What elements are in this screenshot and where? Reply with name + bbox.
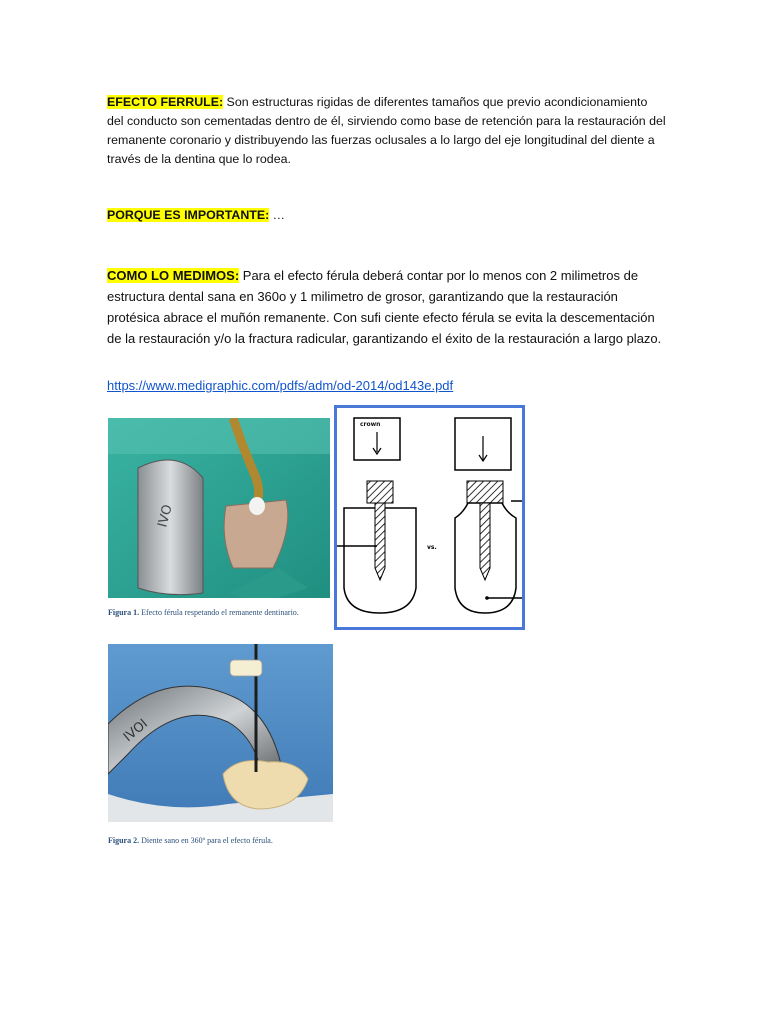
heading-como-lo-medimos: COMO LO MEDIMOS: [107, 268, 240, 283]
figure-2-label: Figura 2. [108, 836, 140, 845]
paragraph-como-lo-medimos [107, 265, 667, 349]
svg-text:IVO: IVO [155, 503, 176, 530]
text-porque-importante: … [269, 208, 286, 222]
svg-text:IVOI: IVOI [120, 716, 151, 746]
vs-label: vs. [427, 544, 437, 551]
figure-2-caption [108, 836, 273, 845]
figure-2-photo [108, 644, 333, 827]
text-como-lo-medimos: Para el efecto férula deberá contar por lo menos con 2 milimetros de estructura dental sana en 360o y 1 milimetro de grosor, garantizando que la restauración protésica abrace el muñón remanente. Con sufi ciente efecto férula se evita la descementación de la restauración y/o la fractura radicular, garantizando el éxito de la restauración a largo plazo. [107, 268, 662, 346]
paragraph-porque-importante [107, 206, 667, 225]
figure-1-caption [108, 608, 299, 617]
heading-porque-importante: PORQUE ES IMPORTANTE: [107, 208, 270, 222]
ferrule-diagram [334, 405, 525, 630]
paragraph-efecto-ferrule [107, 93, 667, 169]
text-efecto-ferrule: Son estructuras rigidas de diferentes tamaños que previo acondicionamiento del conducto son cementadas dentro de él, sirviendo como base de retención para la restauración del remanente coronario y distribuyendo las fuerzas oclusales a lo largo del eje longitudinal del diente a través de la dentina que lo rodea. [107, 95, 666, 166]
figure-1-caption-text: Efecto férula respetando el remanente dentinario. [139, 608, 299, 617]
heading-efecto-ferrule: EFECTO FERRULE: [107, 95, 224, 109]
reference-link[interactable]: https://www.medigraphic.com/pdfs/adm/od-2014/od143e.pdf [107, 378, 454, 393]
figure-1-photo [108, 418, 330, 604]
crown-label: crown [360, 421, 381, 428]
figure-1-label: Figura 1. [108, 608, 140, 617]
figure-2-caption-text: Diente sano en 360º para el efecto férula. [139, 836, 273, 845]
